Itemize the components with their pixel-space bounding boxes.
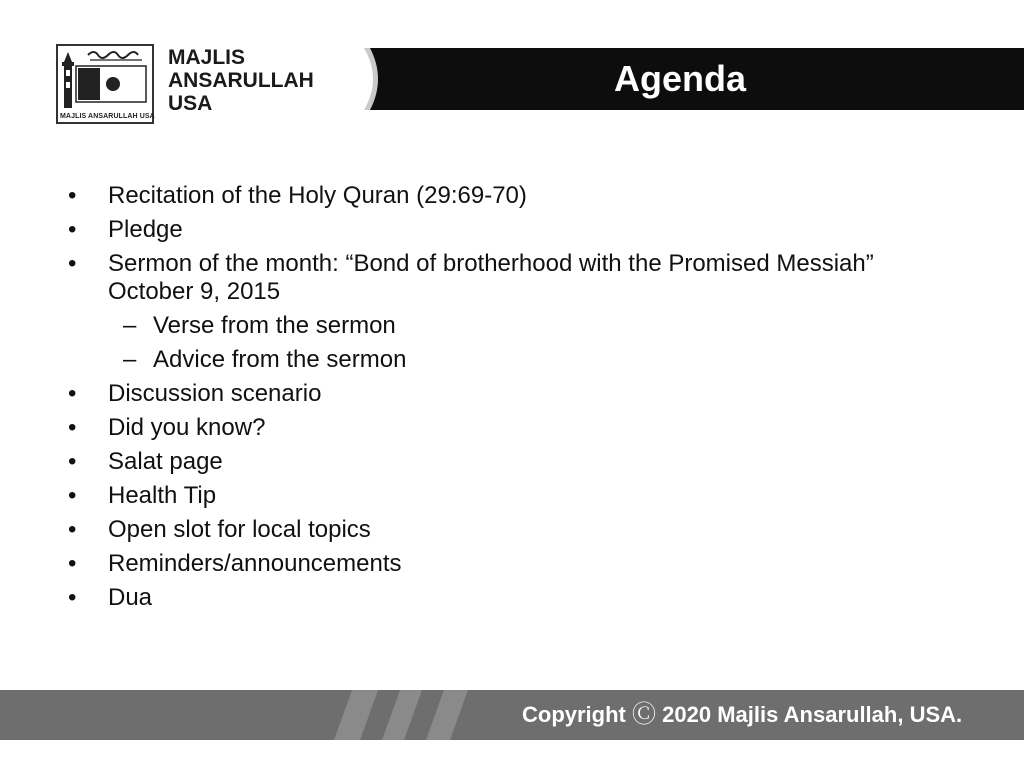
logo-caption: MAJLIS ANSARULLAH USA (60, 113, 155, 120)
brand-line: MAJLIS (168, 46, 246, 69)
list-item (66, 216, 986, 244)
list-item-label: Verse from the sermon (153, 312, 396, 339)
list-item-label: Health Tip (108, 482, 217, 509)
bullet: • (68, 380, 77, 407)
list-item-label: Reminders/announcements (108, 550, 402, 577)
logo-emblem-icon (58, 46, 155, 122)
footer-band (0, 690, 1024, 740)
list-item-label: Open slot for local topics (108, 516, 371, 543)
list-item-label: Sermon of the month: “Bond of brotherhood with the Promised Messiah” (108, 250, 874, 277)
bullet: • (68, 584, 77, 611)
flag-icon (76, 66, 146, 102)
bullet: • (68, 550, 77, 577)
list-item-label: Advice from the sermon (153, 346, 407, 373)
copyright-org: Majlis Ansarullah, USA. (717, 702, 963, 727)
title-bar (364, 48, 1024, 110)
agenda-list (66, 182, 986, 618)
list-item (66, 482, 986, 510)
page-title: Agenda (613, 58, 746, 99)
list-item (66, 550, 986, 578)
brand-line: ANSARULLAH (168, 69, 314, 92)
list-item (66, 250, 986, 306)
sub-bullet: – (123, 312, 137, 339)
list-item-label: Did you know? (108, 414, 266, 441)
list-item (66, 414, 986, 442)
copyright-icon: Ⓒ (632, 701, 657, 728)
bullet: • (68, 216, 77, 243)
bullet: • (68, 516, 77, 543)
bullet: • (68, 182, 77, 209)
brand-name (168, 46, 314, 115)
copyright-notice (522, 701, 962, 729)
list-item-label: Recitation of the Holy Quran (29:69-70) (108, 182, 527, 209)
list-item (66, 182, 986, 210)
copyright-word: Copyright (522, 702, 626, 727)
list-item-label: Salat page (108, 448, 223, 475)
sub-list-item (66, 346, 986, 374)
sub-bullet: – (123, 346, 137, 373)
list-item (66, 584, 986, 612)
list-item (66, 448, 986, 476)
bullet: • (68, 482, 77, 509)
list-item-label: Pledge (108, 216, 183, 243)
list-item (66, 380, 986, 408)
minaret-icon (62, 52, 74, 108)
list-item-label: Dua (108, 584, 153, 611)
organization-logo (56, 44, 154, 124)
list-item (66, 516, 986, 544)
list-item-label: Discussion scenario (108, 380, 322, 407)
sub-list-item (66, 312, 986, 340)
copyright-year: 2020 (662, 702, 712, 727)
brand-line: USA (168, 92, 213, 115)
list-item-label-continued: October 9, 2015 (108, 278, 281, 305)
bullet: • (68, 414, 77, 441)
bullet: • (68, 250, 77, 277)
bullet: • (68, 448, 77, 475)
